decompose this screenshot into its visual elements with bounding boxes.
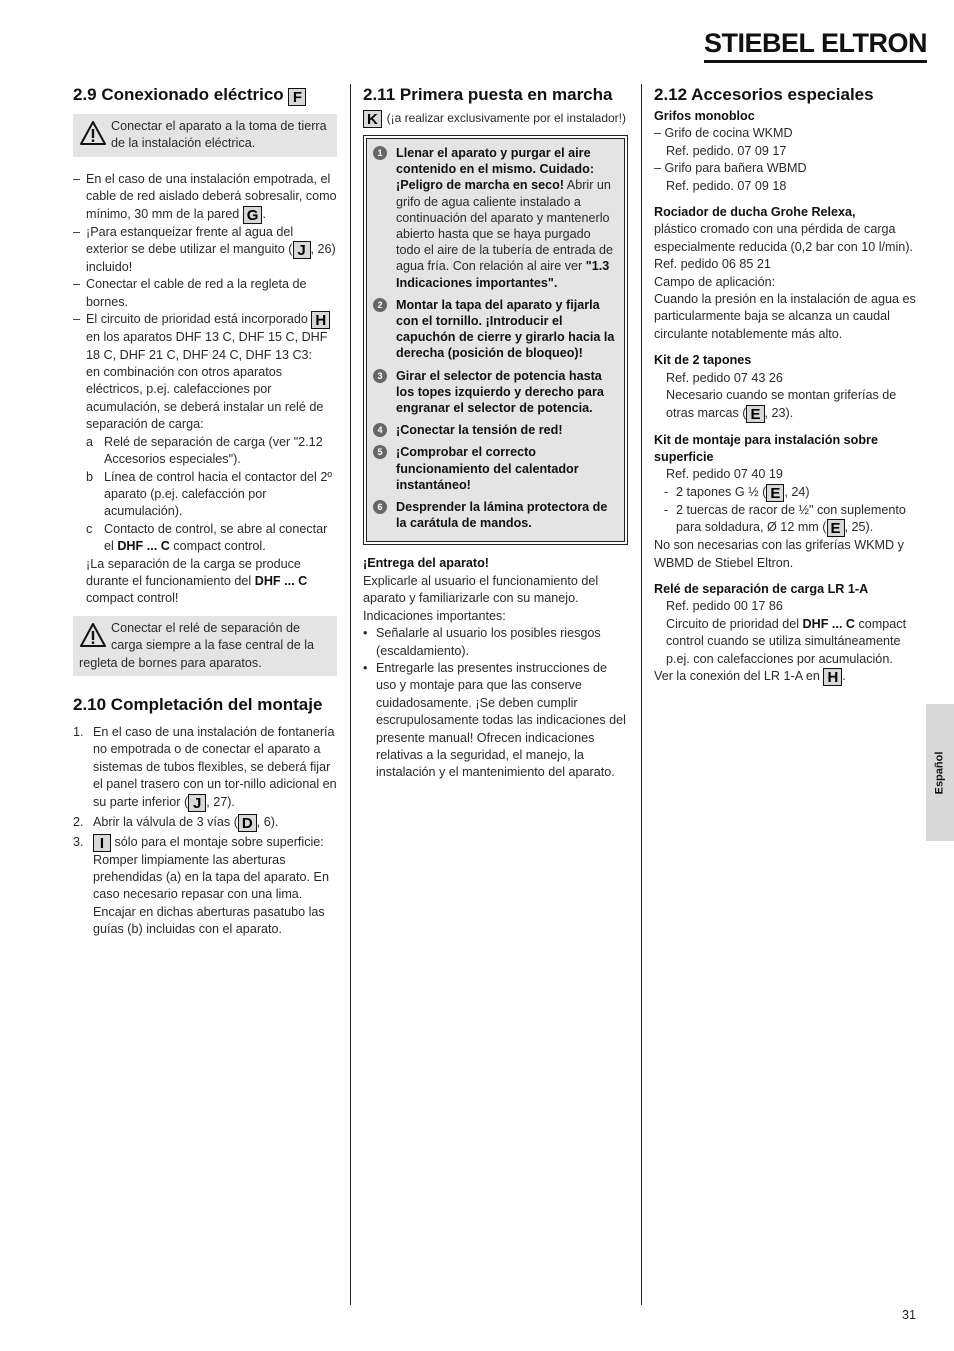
list-item: a Relé de separación de carga (ver "2.12 Accesorios especiales"). bbox=[86, 434, 323, 467]
section-2-9-title: 2.9 Conexionado eléctrico F bbox=[73, 84, 337, 106]
text-block: plástico cromado con una pérdida de carga especialmente reducida (0,2 bar con 10 l/min). bbox=[654, 222, 914, 254]
section-2-12-title: 2.12 Accesorios especiales bbox=[654, 85, 874, 104]
step-item: 3 Girar el selector de potencia hasta los topes izquierdo y derecho para engranar el selector de potencia. bbox=[373, 368, 618, 417]
list-item: 1. En el caso de una instalación de fontanería no empotrada o de conectar el aparato a sistemas de tubos flexibles, se deberá fijar el panel trasero con un tor-nillo adicional en su parte inferior ( J , 27). bbox=[73, 724, 337, 812]
figure-ref-badge: E bbox=[746, 405, 764, 423]
numbered-list bbox=[73, 724, 337, 939]
text-line: – Grifo para bañera WBMD bbox=[654, 161, 807, 176]
language-tab: Español bbox=[926, 704, 954, 841]
subheading: Grifos monobloc bbox=[654, 109, 755, 123]
figure-ref-badge: E bbox=[827, 519, 845, 537]
figure-ref-badge: E bbox=[766, 484, 784, 502]
column-divider bbox=[350, 84, 351, 1305]
text-line: – Grifo de cocina WKMD bbox=[654, 126, 793, 141]
column-1 bbox=[73, 84, 337, 941]
subheading: Relé de separación de carga LR 1-A bbox=[654, 581, 869, 596]
step-number: 5 bbox=[373, 445, 387, 459]
step-number: 4 bbox=[373, 423, 387, 437]
list-item: b Línea de control hacia el contactor del 2º aparato (p.ej. calefacción por acumulación). bbox=[86, 469, 332, 519]
section-2-11-title: 2.11 Primera puesta en marcha K (¡a realizar exclusivamente por el instalador!) bbox=[363, 85, 627, 128]
step-number: 6 bbox=[373, 500, 387, 514]
text-line: Ref. pedido 00 17 86 bbox=[666, 599, 783, 614]
list-item: c Contacto de control, se abre al conectar el DHF ... C compact control. bbox=[86, 521, 328, 554]
subheading: Kit de montaje para instalación sobre superficie bbox=[654, 432, 878, 464]
section-2-10-title: 2.10 Completación del montaje bbox=[73, 694, 323, 714]
step-item: 6 Desprender la lámina protectora de la carátula de mandos. bbox=[373, 499, 618, 531]
warning-box: Conectar el aparato a la toma de tierra de la instalación eléctrica. bbox=[73, 114, 337, 157]
step-number: 3 bbox=[373, 369, 387, 383]
list-item: • Entregarle las presentes instrucciones de uso y montaje para que las conserve cuidadosamente. ¡Se deben cumplir escrupulosamente todas las indicaciones del presente manual! Ofrecen indicaciones relativas a la seguridad, el manejo, la instalación y el mantenimiento del aparato. bbox=[363, 660, 628, 782]
figure-ref-badge: G bbox=[243, 206, 263, 224]
page-number: 31 bbox=[902, 1308, 917, 1322]
figure-ref-badge: J bbox=[188, 794, 206, 812]
subheading: Kit de 2 tapones bbox=[654, 353, 752, 368]
dash-list bbox=[73, 171, 337, 608]
list-item: – En el caso de una instalación empotrada, el cable de red aislado deberá sobresalir, como mínimo, 30 mm de la pared G . bbox=[73, 171, 337, 224]
handover-text: Explicarle al usuario el funcionamiento del aparato y familiarizarle con su manejo. bbox=[363, 573, 599, 606]
warning-box: Conectar el relé de separación de carga siempre a la fase central de la regleta de bornes para aparatos. bbox=[73, 616, 337, 676]
text-block: Necesario cuando se montan griferías de otras marcas ( E , 23). bbox=[666, 388, 897, 423]
figure-ref-badge: I bbox=[93, 834, 111, 852]
figure-ref-badge: H bbox=[311, 311, 330, 329]
text-line: Ref. pedido 07 43 26 bbox=[666, 370, 783, 385]
text-block: Cuando la presión en la instalación de agua es particularmente baja se alcanza un caudal circulante notablemente más alto. bbox=[654, 292, 916, 341]
list-item: – El circuito de prioridad está incorporado H en los aparatos DHF 13 C, DHF 15 C, DHF 18 C, DHF 21 C, DHF 24 C, DHF 13 C3: en combinación con otros aparatos eléctricos, p.ej. calefacciones por acumulación, se deberá instalar un relé de separación de carga: a Relé de separación de carga (ver "2.12 Accesorios especiales"). b Línea de control hacia el contactor del 2º aparato (p.ej. calefacción por acumulación). c Contacto de control, se abre al conectar el DHF ... C compact control. ¡La separación de la carga se produce durante el funcionamiento del DHF ... C compact control! bbox=[73, 311, 337, 608]
text-line: Ref. pedido 07 40 19 bbox=[666, 467, 783, 482]
text-line: Ref. pedido. 07 09 17 bbox=[666, 143, 787, 158]
warning-icon bbox=[79, 120, 107, 146]
step-item: 2 Montar la tapa del aparato y fijarla con el tornillo. ¡Introducir el capuchón de cierre y girarlo hacia la derecha (posición de bloqueo)! bbox=[373, 297, 618, 362]
list-item: – Conectar el cable de red a la regleta de bornes. bbox=[73, 276, 337, 311]
steps-box bbox=[363, 135, 628, 545]
text-line: Ref. pedido 06 85 21 bbox=[654, 257, 771, 272]
figure-ref-badge: F bbox=[288, 88, 306, 106]
step-number: 2 bbox=[373, 298, 387, 312]
step-item: 4 ¡Conectar la tensión de red! bbox=[373, 422, 618, 438]
text-block: No son necesarias con las griferías WKMD y WBMD de Stiebel Eltron. bbox=[654, 538, 904, 570]
list-item: – ¡Para estanqueizar frente al agua del exterior se debe utilizar el manguito ( J , 26) incluido! bbox=[73, 224, 337, 277]
column-3 bbox=[654, 84, 916, 686]
figure-ref-badge: K bbox=[363, 110, 382, 128]
step-item: 1 Llenar el aparato y purgar el aire contenido en el mismo. Cuidado: ¡Peligro de marcha en seco! Abrir un grifo de agua caliente instalado a continuación del aparato y mantenerlo abierto hasta que se haya purgado todo el aire de la tubería de entrada de agua fría. Con relación al aire ver "1.3 Indicaciones importantes". bbox=[373, 145, 618, 291]
bullet-list bbox=[363, 625, 628, 782]
list-item: 2. Abrir la válvula de 3 vías ( D , 6). bbox=[73, 814, 279, 832]
lettered-list bbox=[86, 434, 337, 556]
list-item: • Señalarle al usuario los posibles riesgos (escaldamiento). bbox=[363, 625, 628, 660]
text-block: Circuito de prioridad del DHF ... C compact control cuando se utiliza simultáneamente p.ej. con calefacciones por acumulación. bbox=[666, 616, 907, 666]
step-item: 5 ¡Comprobar el correcto funcionamiento del calentador instantáneo! bbox=[373, 444, 618, 493]
brand-logo: STIEBEL ELTRON bbox=[704, 27, 927, 63]
warning-icon bbox=[79, 622, 107, 648]
column-divider bbox=[641, 84, 642, 1305]
handover-title: ¡Entrega del aparato! bbox=[363, 556, 489, 571]
text-line: Campo de aplicación: bbox=[654, 274, 776, 289]
figure-ref-badge: H bbox=[823, 668, 842, 686]
column-2 bbox=[363, 84, 628, 782]
notes-title: Indicaciones importantes: bbox=[363, 608, 506, 623]
text-line: Ref. pedido. 07 09 18 bbox=[666, 178, 787, 193]
list-item: - 2 tuercas de racor de ½" con suplemento para soldadura, Ø 12 mm ( E , 25). bbox=[664, 502, 906, 538]
text-line: Ver la conexión del LR 1-A en H . bbox=[654, 668, 846, 686]
figure-ref-badge: D bbox=[238, 814, 257, 832]
list-item: - 2 tapones G ½ ( E , 24) bbox=[664, 484, 810, 502]
subheading: Rociador de ducha Grohe Relexa, bbox=[654, 205, 856, 220]
list-item: 3. I sólo para el montaje sobre superficie: Romper limpiamente las aberturas prehendidas (a) en la tapa del aparato. En caso necesario repasar con una lima. Encajar en dichas aberturas pasatubo las guías (b) incluidas con el aparato. bbox=[73, 834, 329, 937]
step-number: 1 bbox=[373, 146, 387, 160]
figure-ref-badge: J bbox=[293, 241, 311, 259]
